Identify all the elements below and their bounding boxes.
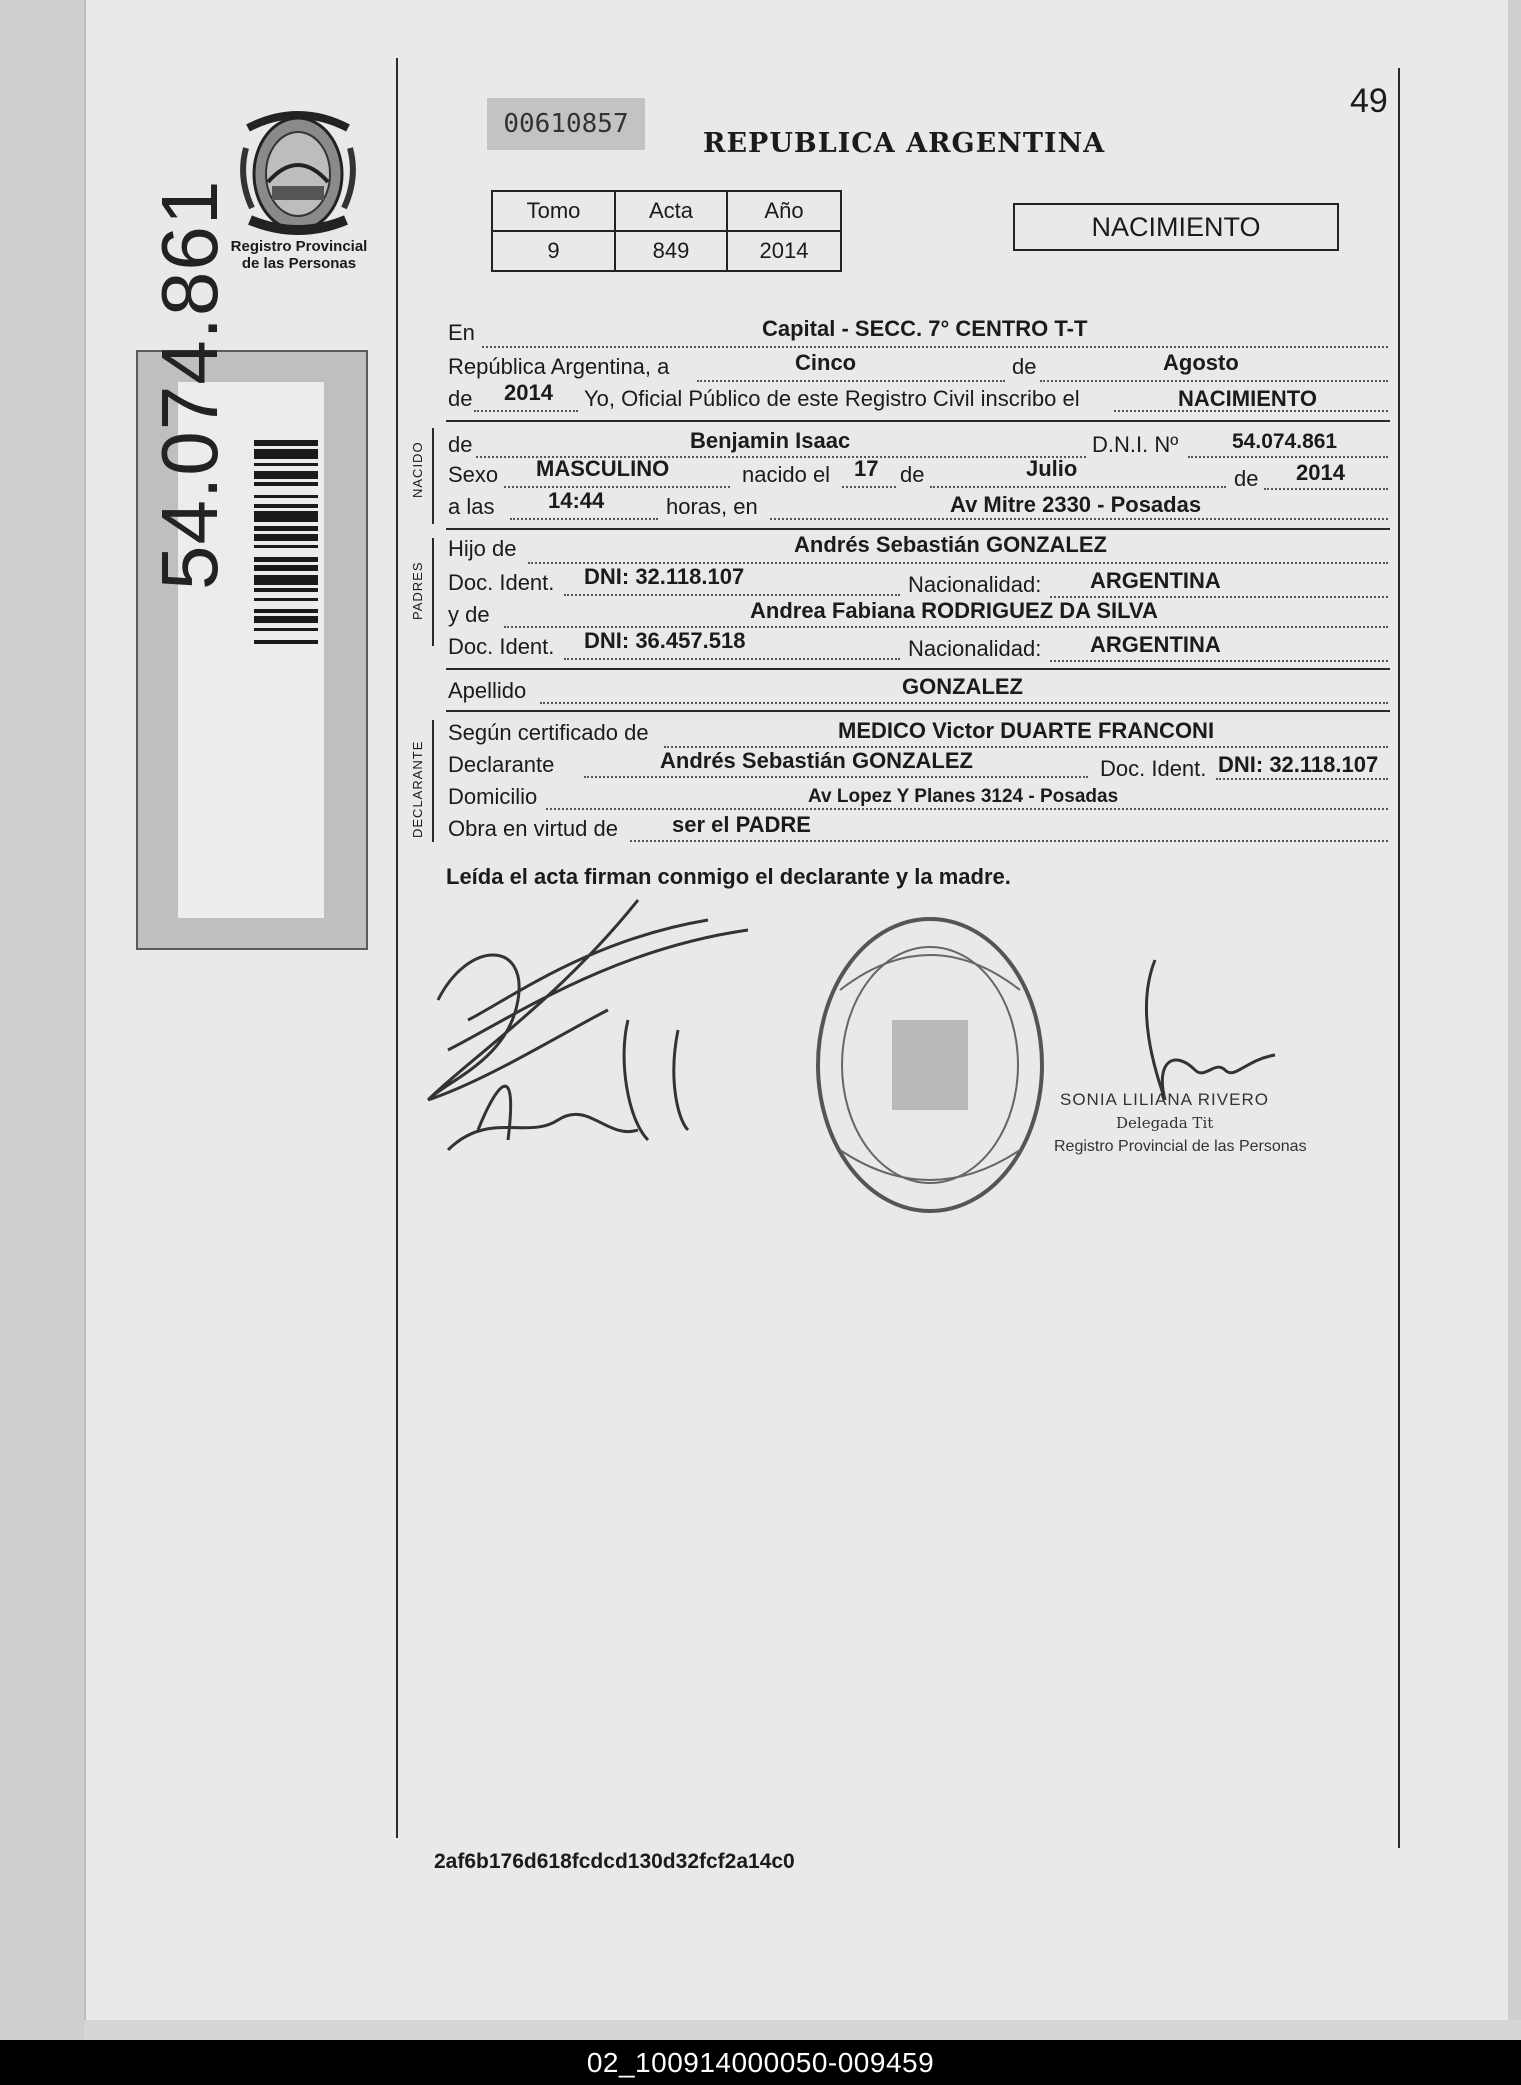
registro-provincial-title [214, 238, 384, 272]
certificate-doctor-value: MEDICO Victor DUARTE FRANCONI [838, 718, 1215, 743]
barcode-stripe [254, 526, 318, 531]
mother-nationality-label: Nacionalidad: [908, 636, 1042, 661]
registro-line-2: de las Personas [241, 255, 357, 272]
segun-label: Según certificado de [448, 720, 649, 745]
table-value-tomo: 9 [492, 231, 615, 271]
dotted-leader [1050, 660, 1388, 662]
mother-doc-label: Doc. Ident. [448, 634, 555, 659]
dotted-leader [1216, 778, 1388, 780]
mother-nationality-value: ARGENTINA [1090, 632, 1221, 657]
father-doc-value: DNI: 32.118.107 [584, 564, 745, 589]
barcode-stripe [254, 575, 318, 585]
section-separator [446, 710, 1390, 712]
nacido-de-label: de [448, 432, 473, 457]
apellido-value: GONZALEZ [902, 674, 1023, 699]
year-value: 2014 [504, 380, 553, 405]
dotted-leader [584, 776, 1088, 778]
barcode-stripe [254, 504, 318, 508]
dotted-leader [697, 380, 1005, 382]
dotted-leader [930, 486, 1226, 488]
birth-year-value: 2014 [1296, 460, 1345, 485]
section-separator [446, 420, 1390, 422]
scan-filename-bar: 02_100914000050-009459 [0, 2040, 1521, 2085]
inscribo-label: Yo, Oficial Público de este Registro Civil inscribo el [584, 386, 1080, 411]
child-dni-value: 54.074.861 [1232, 430, 1338, 453]
father-nationality-value: ARGENTINA [1090, 568, 1221, 593]
padres-section-bar [432, 538, 434, 646]
right-margin-rule [1398, 68, 1400, 1848]
section-separator [446, 528, 1390, 530]
year-de-label: de [1234, 466, 1259, 491]
dotted-leader [842, 486, 896, 488]
table-value-ano: 2014 [727, 231, 841, 271]
barcode-stripe [254, 463, 318, 466]
horas-en-label: horas, en [666, 494, 758, 519]
table-header-acta: Acta [615, 191, 727, 231]
domicilio-value: Av Lopez Y Planes 3124 - Posadas [808, 786, 1119, 807]
de-label: de [1012, 354, 1037, 379]
page-bottom-shadow [84, 2020, 1521, 2040]
nacido-section-bar [432, 428, 434, 524]
barcode-stripe [254, 471, 318, 479]
document-id-number: 54.074.861 [145, 179, 234, 590]
barcode-stripe [254, 495, 318, 498]
official-organization: Registro Provincial de las Personas [1054, 1138, 1307, 1155]
declarant-signature [408, 880, 768, 1170]
declarante-doc-label: Doc. Ident. [1100, 756, 1207, 781]
mother-doc-value: DNI: 36.457.518 [584, 628, 746, 653]
birth-place-value: Av Mitre 2330 - Posadas [950, 492, 1202, 517]
sexo-label: Sexo [448, 462, 499, 487]
page-number: 49 [1350, 82, 1388, 120]
dotted-leader [482, 346, 1388, 348]
tomo-acta-ano-table [491, 190, 842, 272]
declarante-doc-value: DNI: 32.118.107 [1218, 752, 1379, 777]
father-name-value: Andrés Sebastián GONZALEZ [794, 532, 1107, 557]
table-header-ano: Año [727, 191, 841, 231]
dotted-leader [1264, 488, 1388, 490]
republica-label: República Argentina, a [448, 354, 670, 379]
dotted-leader [770, 518, 1388, 520]
mother-name-value: Andrea Fabiana RODRIGUEZ DA SILVA [750, 598, 1158, 623]
official-role: Delegada Tit [1116, 1114, 1214, 1132]
barcode-stripe [254, 616, 318, 623]
domicilio-label: Domicilio [448, 784, 538, 809]
y-de-label: y de [448, 602, 490, 627]
barcode-stripe [254, 640, 318, 644]
act-type-box: NACIMIENTO [1013, 203, 1339, 251]
closing-statement: Leída el acta firman conmigo el declarante y la madre. [446, 864, 1011, 889]
barcode-stripe [254, 440, 318, 446]
sexo-value: MASCULINO [536, 456, 670, 481]
barcode-stripe [254, 534, 318, 541]
section-separator [446, 668, 1390, 670]
obra-label: Obra en virtud de [448, 816, 618, 841]
dotted-leader [510, 518, 658, 520]
declarante-section-bar [432, 720, 434, 842]
dotted-leader [474, 410, 578, 412]
barcode-stripe [254, 557, 318, 562]
barcode-stripe [254, 609, 318, 613]
barcode-stripes [254, 440, 318, 840]
declarante-value: Andrés Sebastián GONZALEZ [660, 748, 973, 773]
dotted-leader [546, 808, 1388, 810]
dni-label: D.N.I. Nº [1092, 432, 1179, 457]
barcode-stripe [254, 588, 318, 592]
padres-label-text: PADRES [410, 561, 425, 620]
official-registry-seal-icon [810, 910, 1050, 1220]
dotted-leader [564, 594, 900, 596]
misiones-emblem-icon [238, 108, 358, 240]
barcode-stripe [254, 545, 318, 548]
inscribo-value: NACIMIENTO [1178, 386, 1317, 411]
dotted-leader [564, 658, 900, 660]
birth-day-value: 17 [854, 456, 879, 481]
barcode-stripe [254, 628, 318, 631]
month-de-label: de [900, 462, 925, 487]
document-hash: 2af6b176d618fcdcd130d32fcf2a14c0 [434, 1850, 795, 1873]
serial-number: 00610857 [487, 98, 645, 150]
dotted-leader [504, 486, 730, 488]
obra-value: ser el PADRE [672, 812, 811, 837]
dotted-leader [1040, 380, 1388, 382]
table-header-tomo: Tomo [492, 191, 615, 231]
dotted-leader [540, 702, 1388, 704]
barcode-stripe [254, 565, 318, 571]
barcode-stripe [254, 511, 318, 522]
apellido-label: Apellido [448, 678, 527, 703]
father-doc-label: Doc. Ident. [448, 570, 555, 595]
dotted-leader [630, 840, 1388, 842]
month-value: Agosto [1163, 350, 1239, 375]
nacido-el-label: nacido el [742, 462, 831, 487]
declarante-label: Declarante [448, 752, 555, 777]
en-value: Capital - SECC. 7° CENTRO T-T [762, 316, 1088, 341]
child-name-value: Benjamin Isaac [690, 428, 851, 453]
barcode-stripe [254, 482, 318, 486]
scan-background-right [1508, 0, 1521, 2035]
hijo-de-label: Hijo de [448, 536, 517, 561]
left-margin-rule [396, 58, 398, 1838]
barcode-stripe [254, 449, 318, 459]
barcode-stripe [254, 598, 318, 601]
nacido-label-text: NACIDO [410, 441, 425, 498]
declarante-label-text: DECLARANTE [410, 740, 425, 838]
en-label: En [448, 320, 475, 345]
father-nationality-label: Nacionalidad: [908, 572, 1042, 597]
table-value-acta: 849 [615, 231, 727, 271]
birth-time-value: 14:44 [548, 488, 605, 513]
registro-line-1: Registro Provincial [230, 238, 368, 255]
country-heading: REPUBLICA ARGENTINA [703, 128, 1106, 159]
day-value: Cinco [795, 350, 857, 375]
birth-month-value: Julio [1026, 456, 1078, 481]
official-name: SONIA LILIANA RIVERO [1060, 1090, 1269, 1109]
a-las-label: a las [448, 494, 495, 519]
dotted-leader [1188, 456, 1388, 458]
de-year-label: de [448, 386, 473, 411]
